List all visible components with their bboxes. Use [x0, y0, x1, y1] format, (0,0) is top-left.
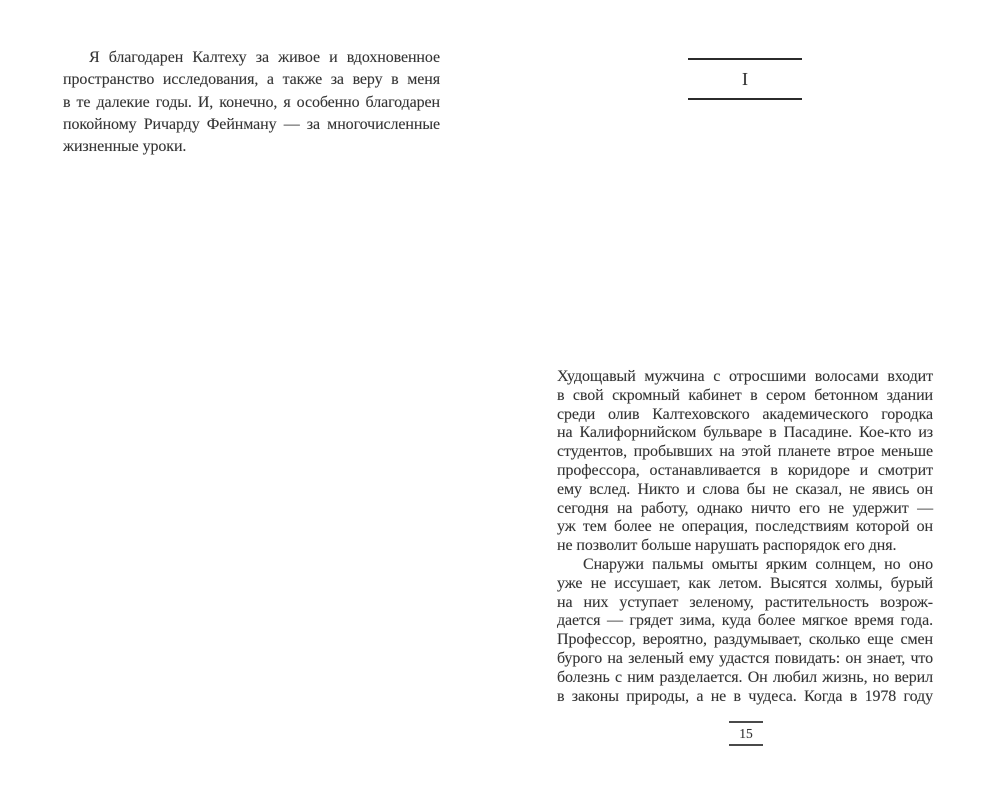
body-text-line: Снаружи пальмы омыты ярким солнцем, но оно [583, 555, 933, 573]
body-text-line: в свой скромный кабинет в сером бетонном здании [557, 386, 933, 404]
body-text-line: бурого на зеленый ему удастся повидать: он знает, что [557, 649, 933, 667]
body-text-line: болезнь с ним разделается. Он любил жизнь, но верил [557, 668, 933, 686]
body-text-line: среди олив Калтеховского академического городка [557, 405, 933, 423]
chapter-number: I [742, 68, 748, 89]
body-text-line: не позволит больше нарушать распорядок его дня. [557, 537, 897, 555]
body-text-line: в законы природы, а не в чудеса. Когда в 1978 году [557, 687, 933, 705]
chapter-rule-bottom [688, 98, 802, 100]
body-text-line: студентов, пробывших на этой планете втрое меньше [557, 443, 933, 461]
dedication-line: пространство исследования, а также за веру в меня [63, 71, 440, 89]
body-text-line: сегодня на работу, однако ничто его не удержит — [557, 499, 933, 517]
dedication-paragraph [63, 47, 440, 158]
dedication-line: покойному Ричарду Фейнману — за многочисленные [63, 115, 440, 133]
body-text-line: профессора, останавливается в коридоре и смотрит [557, 461, 933, 479]
body-text [557, 368, 933, 706]
dedication-line: в те далекие годы. И, конечно, я особенно благодарен [63, 93, 440, 111]
dedication-line: Я благодарен Калтеху за живое и вдохновенное [89, 49, 440, 66]
chapter-heading [688, 58, 802, 100]
body-text-line: Профессор, вероятно, раздумывает, сколько еще смен [557, 631, 933, 649]
page-number: 15 [739, 725, 753, 741]
body-text-line: на них уступает зеленому, растительность возрож- [557, 593, 933, 611]
body-text-line: уж тем более не операция, последствиям которой он [557, 518, 933, 536]
dedication-line: жизненные уроки. [63, 138, 187, 156]
footer-rule-bottom [729, 744, 763, 746]
body-text-line: Худощавый мужчина с отросшими волосами входит [557, 368, 933, 385]
body-text-line: ему вслед. Никто и слова бы не сказал, не явись он [557, 480, 933, 498]
body-text-line: на Калифорнийском бульваре в Пасадине. Кое-кто из [557, 424, 933, 442]
page-footer [729, 721, 763, 746]
body-text-line: дается — грядет зима, куда более мягкое время года. [557, 612, 933, 630]
body-text-line: уже не иссушает, как летом. Высятся холмы, бурый [557, 574, 933, 592]
